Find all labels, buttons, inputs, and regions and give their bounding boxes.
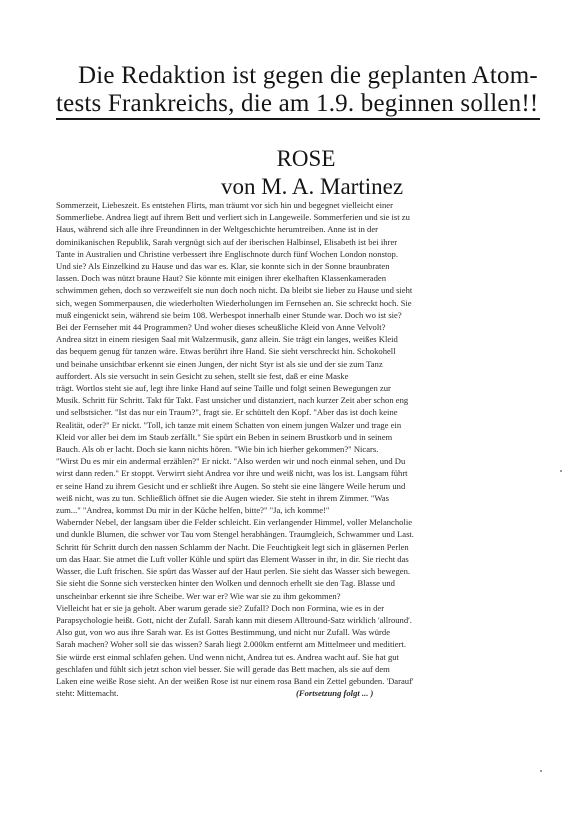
story-line: Schritt für Schritt durch den nassen Schlamm der Nacht. Die Feuchtigkeit legt sich in gläsernen Perlen	[56, 541, 409, 552]
story-line: Sie würde erst einmal schlafen gehen. Und wenn nicht, Andrea tut es. Andrea wacht auf. Sie hat gut	[56, 651, 399, 662]
story-line: sich, wegen Sommerpausen, die wiederholten Wiederholungen im Fernsehen an. Sie schreckt hoch. Sie	[56, 297, 412, 308]
story-line: und selbstsicher. "Ist das nur ein Traum?", fragt sie. Er schüttelt den Kopf. "Aber das ist doch keine	[56, 407, 398, 418]
story-line: Sommerzeit, Liebeszeit. Es entstehen Flirts, man träumt vor sich hin und begegnet vielleicht einer	[56, 200, 393, 210]
story-line: "Wirst Du es mir ein andermal erzählen?" Er nickt. "Also werden wir und noch einmal sehen, und Du	[56, 456, 406, 467]
story-line: Sarah machen? Woher soll sie das wissen? Sarah liegt 2.000km entfernt am Mittelmeer und meditiert.	[56, 639, 406, 650]
story-line: und beinahe unsichtbar erkennt sie einen Jungen, der nicht Styr ist als sie und der sie zum Tanz	[56, 358, 383, 369]
story-line: Musik. Schritt für Schritt. Takt für Takt. Fast unsicher und distanziert, nach kurzer Zeit aber schon eng	[56, 395, 409, 406]
headline-underline	[56, 118, 540, 120]
story-line: Tante in Australien und Christine verbessert ihre Englischnote durch fünf Wochen London nonstop.	[56, 248, 398, 259]
story-line: steht: Mittemacht. (Fortsetzung folgt ... )	[56, 688, 374, 699]
story-line: Und sie? Als Einzelkind zu Hause und das war es. Klar, sie konnte sich in der Sonne braunbraten	[56, 261, 390, 272]
story-title: ROSE	[276, 146, 336, 171]
headline-line-2: tests Frankreichs, die am 1.9. beginnen sollen!!	[56, 90, 539, 117]
story-line: und dunkle Blumen, die schwer vor Tau vom Stengel herabhängen. Traumgleich, Schwammer und Last.	[56, 529, 414, 540]
story-author: von M. A. Martinez	[220, 174, 404, 199]
story-line: lassen. Doch was nützt braune Haut? Sie könnte mit einigen ihrer ekelhaften Klassenkameraden	[56, 273, 387, 284]
story-line: Parapsychologie heißt. Gott, nicht der Zufall. Sarah kann mit diesem Alltround-Satz wirklich 'allround'.	[56, 614, 412, 625]
story-line: Bei der Fernseher mit 44 Programmen? Und woher dieses scheußliche Kleid von Anne Velvolt?	[56, 322, 386, 333]
story-line: Also gut, von wo aus ihre Sarah war. Es ist Gottes Bestimmung, und nicht nur Zufall. Was würde	[56, 627, 391, 638]
story-line: weiß nicht, was zu tun. Schließlich öffnet sie die Augen wieder. Sie steht in ihrem Zimmer. "Was	[56, 492, 389, 503]
story-line: unscheinbar erkennt sie ihre Scheibe. Wer war er? Wie war sie zu ihm gekommen?	[56, 590, 341, 601]
story-body	[56, 199, 536, 699]
headline	[56, 62, 546, 118]
story-line: zum..." "Andrea, kommst Du mir in der Küche helfen, bitte?" "Ja, ich komme!"	[56, 505, 330, 516]
story-line: Wasser, die Luft frischen. Sie spürt das Wasser auf der Haut perlen. Sie sieht das Wasser sich bewegen.	[56, 566, 411, 577]
story-line: das bequem genug für tanzen wäre. Etwas berührt ihre Hand. Sie sieht verschreckt hin. Schokohell	[56, 346, 396, 357]
story-line: Laken eine weiße Rose sieht. An der weißen Rose ist nur einem rosa Band ein Zettel gebunden. 'Darauf'	[56, 675, 414, 686]
story-line: um das Haar. Sie atmet die Luft voller Kühle und spürt das Element Wasser in ihr, in dir. Sie riecht das	[56, 553, 409, 564]
story-line: Haus, während sich alle ihre Freundinnen in der Weltgeschichte herumtreiben. Anne ist in der	[56, 224, 379, 235]
story-line: schwimmen gehen, doch so verzweifelt sie nun doch noch nicht. Da bleibt sie lieber zu Hause und sieht	[56, 285, 413, 296]
story-line: Andrea sitzt in einem riesigen Saal mit Walzermusik, ganz allein. Sie trägt ein langes, weißes Kleid	[56, 334, 398, 345]
story-line: Bauch. Als ob er lacht. Doch sie kann nichts hören. "Wie bin ich hierher gekommen?" Nicars.	[56, 444, 379, 455]
story-line: geschlafen und fühlt sich jetzt schon viel besser. Sie will gerade das Bett machen, als sie auf dem	[56, 663, 390, 674]
story-line: muß eingenickt sein, während sie beim 108. Werbespot innerhalb einer Stunde war. Doch wo ist sie?	[56, 309, 402, 320]
story-line: er seine Hand zu ihrem Gesicht und er schließt ihre Augen. So steht sie eine längere Weile herum und	[56, 480, 406, 491]
story-line: Vielleicht hat er sie ja geholt. Aber warum gerade sie? Zufall? Doch non Formina, wie es in der	[56, 602, 385, 613]
story-line: Sommerliebe. Andrea liegt auf ihrem Bett und verliert sich in Langeweile. Sommerferien und sie ist zu	[56, 212, 410, 223]
story-line: Wabernder Nebel, der langsam über die Felder schleicht. Ein verlangender Himmel, voller Melancholie	[56, 517, 413, 528]
scan-speck	[560, 470, 562, 472]
headline-line-1: Die Redaktion ist gegen die geplanten Atom-	[78, 62, 538, 89]
story-line: auffordert. Als sie versucht in sein Gesicht zu sehen, stellt sie fest, daß er eine Maske	[56, 370, 349, 381]
continuation-note: (Fortsetzung folgt ... )	[296, 688, 374, 699]
scan-speck	[540, 770, 542, 772]
story-line: Kleid vor aller bei dem im Staub zerfällt." Sie spürt ein Beben in seinem Brustkorb und in seinem	[56, 431, 393, 442]
story-line: Realität, oder?" Er nickt. "Toll, ich tanze mit einem Schatten von einem jungen Walzer und trage ein	[56, 419, 402, 430]
story-line: trägt. Wortlos steht sie auf, legt ihre linke Hand auf seine Taille und folgt seinen Bewegungen zur	[56, 383, 391, 394]
story-line: wirst dann reden." Er stoppt. Verwirrt sieht Andrea vor ihre und weiß nicht, was los ist. Langsam führt	[56, 468, 408, 479]
story-line: Sie sieht die Sonne sich verstecken hinter den Wolken und dennoch erhellt sie den Tag. Blasse und	[56, 578, 395, 589]
story-line: dominikanischen Republik, Sarah vergnügt sich auf der iberischen Halbinsel, Elisabeth ist bei ihrer	[56, 236, 398, 247]
